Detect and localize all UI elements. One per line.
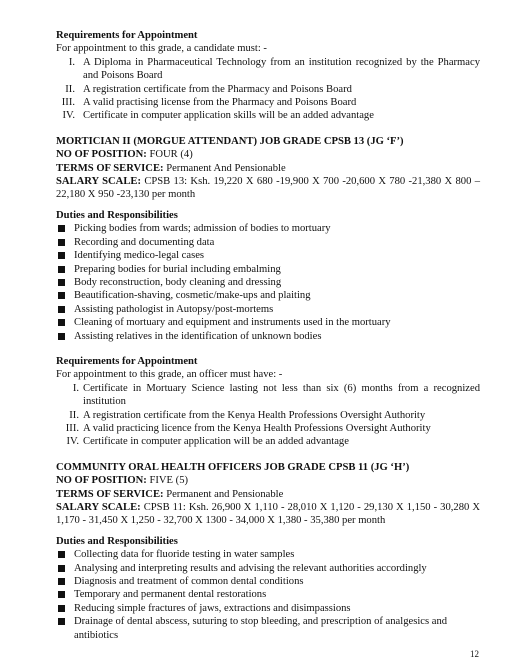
bullet-square-icon bbox=[58, 306, 65, 313]
list-item: Temporary and permanent dental restorations bbox=[56, 588, 480, 601]
list-item: Assisting pathologist in Autopsy/post-mortems bbox=[56, 303, 480, 316]
positions-line: NO OF POSITION: FOUR (4) bbox=[56, 149, 193, 161]
document-page bbox=[56, 29, 480, 654]
section-heading: Duties and Responsibilities bbox=[56, 209, 178, 221]
list-item: III. A valid practising license from the Pharmacy and Poisons Board bbox=[61, 97, 357, 109]
terms-line: TERMS OF SERVICE: Permanent And Pensionable bbox=[56, 162, 286, 174]
list-item: Assisting relatives in the identification of unknown bodies bbox=[56, 330, 480, 343]
page-number: 12 bbox=[470, 649, 479, 659]
list-item: III. A valid practicing licence from the Kenya Health Professions Oversight Authority bbox=[65, 422, 431, 434]
job-section-oral-health bbox=[56, 461, 480, 528]
bullet-square-icon bbox=[58, 591, 65, 598]
list-item: Picking bodies from wards; admission of bodies to mortuary bbox=[56, 222, 480, 235]
duties-section-mortician bbox=[56, 209, 480, 343]
list-item: Collecting data for fluoride testing in water samples bbox=[56, 548, 480, 561]
list-item: II. A registration certificate from the Kenya Health Professions Oversight Authority bbox=[69, 409, 426, 421]
list-item: Beautification-shaving, cosmetic/make-ups and plaiting bbox=[56, 289, 480, 302]
bullet-square-icon bbox=[58, 252, 65, 259]
section-heading: Requirements for Appointment bbox=[56, 30, 198, 41]
bullet-square-icon bbox=[58, 279, 65, 286]
list-item: II. A registration certificate from the Pharmacy and Poisons Board bbox=[65, 83, 352, 95]
bullet-square-icon bbox=[58, 618, 65, 625]
list-item: Preparing bodies for burial including embalming bbox=[56, 263, 480, 276]
section-heading: Requirements for Appointment bbox=[56, 355, 198, 367]
bullet-square-icon bbox=[58, 551, 65, 558]
requirements-section-pharmacy bbox=[56, 29, 480, 123]
duties-section-oral-health bbox=[56, 535, 480, 642]
terms-line: TERMS OF SERVICE: Permanent and Pensionable bbox=[56, 488, 284, 500]
positions-line: NO OF POSITION: FIVE (5) bbox=[56, 475, 189, 487]
requirements-intro: For appointment to this grade, a candidate must: - bbox=[56, 43, 267, 55]
list-item: Cleaning of mortuary and equipment and instruments used in the mortuary bbox=[56, 316, 480, 329]
list-item: Analysing and interpreting results and advising the relevant authorities accordingly bbox=[56, 562, 480, 575]
requirements-section-mortician bbox=[56, 355, 480, 449]
bullet-square-icon bbox=[58, 333, 65, 340]
bullet-square-icon bbox=[58, 578, 65, 585]
section-heading: Duties and Responsibilities bbox=[56, 535, 178, 547]
duties-list bbox=[56, 548, 480, 642]
list-item: IV. Certificate in computer application skills will be an added advantage bbox=[62, 110, 374, 122]
bullet-square-icon bbox=[58, 266, 65, 273]
requirements-list bbox=[56, 56, 480, 123]
job-title: COMMUNITY ORAL HEALTH OFFICERS JOB GRADE CPSB 11 (JG ‘H’) bbox=[56, 461, 410, 473]
bullet-square-icon bbox=[58, 565, 65, 572]
bullet-square-icon bbox=[58, 292, 65, 299]
requirements-intro: For appointment to this grade, an officer must have: - bbox=[56, 369, 283, 381]
salary-line: SALARY SCALE: CPSB 13: Ksh. 19,220 X 680 -19,900 X 700 -20,600 X 780 -21,380 X 800 – 22,180 X 950 -23,130 per month bbox=[56, 176, 481, 201]
bullet-square-icon bbox=[58, 225, 65, 232]
job-section-mortician bbox=[56, 135, 480, 202]
duties-list bbox=[56, 222, 480, 343]
bullet-square-icon bbox=[58, 605, 65, 612]
job-title: MORTICIAN II (MORGUE ATTENDANT) JOB GRADE CPSB 13 (JG ‘F’) bbox=[56, 135, 404, 147]
bullet-square-icon bbox=[58, 239, 65, 246]
list-item: I. Certificate in Mortuary Science lasting not less than six (6) months from a recognized institution bbox=[72, 382, 480, 408]
list-item: Reducing simple fractures of jaws, extractions and disimpassions bbox=[56, 602, 480, 615]
list-item: Diagnosis and treatment of common dental conditions bbox=[56, 575, 480, 588]
list-item: IV. Certificate in computer application will be an added advantage bbox=[66, 436, 349, 448]
list-item: Recording and documenting data bbox=[56, 236, 480, 249]
bullet-square-icon bbox=[58, 319, 65, 326]
requirements-list bbox=[56, 382, 480, 449]
list-item: Identifying medico-legal cases bbox=[56, 249, 480, 262]
salary-line: SALARY SCALE: CPSB 11: Ksh. 26,900 X 1,110 - 28,010 X 1,120 - 29,130 X 1,150 - 30,280 X 1,170 - 31,450 X 1,250 - 32,700 X 1300 - 34,000 X 1,380 - 35,380 per month bbox=[56, 502, 480, 527]
list-item: Body reconstruction, body cleaning and dressing bbox=[56, 276, 480, 289]
list-item: I. A Diploma in Pharmaceutical Technology from an institution recognized by the Pharmacy and Poisons Board bbox=[68, 56, 480, 82]
list-item: Drainage of dental abscess, suturing to stop bleeding, and prescription of analgesics and antibiotics bbox=[56, 615, 480, 642]
